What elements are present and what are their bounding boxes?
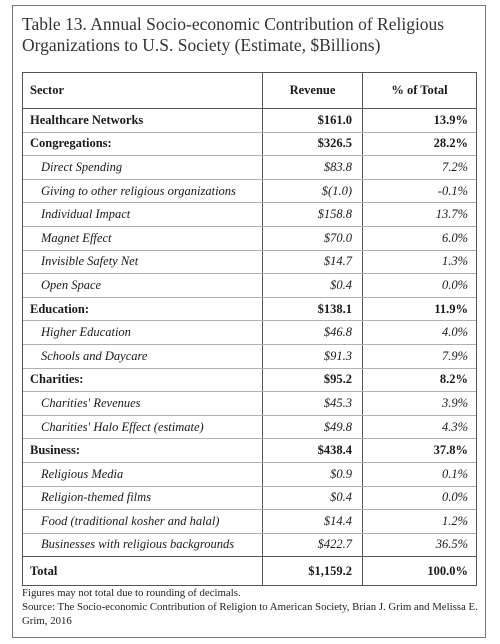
table-row <box>23 180 476 204</box>
revenue-cell: $14.4 <box>263 510 363 533</box>
sector-cell: Religion-themed films <box>23 487 263 510</box>
percent-cell: 4.0% <box>441 325 468 340</box>
table-row <box>23 133 476 157</box>
percent-cell: 0.0% <box>441 490 468 505</box>
percent-cell: 11.9% <box>434 301 468 316</box>
table-title: Table 13. Annual Socio-economic Contribution of Religious Organizations to U.S. Society (Estimate, $Billions) <box>22 14 445 55</box>
table-row <box>23 156 476 180</box>
percent-cell: 13.7% <box>435 207 468 222</box>
revenue-cell: $45.3 <box>263 392 363 415</box>
sector-cell: Education: <box>23 298 263 321</box>
percent-cell: 36.5% <box>435 537 468 552</box>
sector-cell: Business: <box>23 439 263 462</box>
percent-cell: 6.0% <box>441 230 468 245</box>
revenue-cell: $91.3 <box>263 345 363 368</box>
percent-cell: 28.2% <box>433 136 468 151</box>
sector-cell: Invisible Safety Net <box>23 251 263 274</box>
table-row <box>23 274 476 298</box>
sector-cell: Religious Media <box>23 463 263 486</box>
sector-cell: Congregations: <box>23 133 263 156</box>
revenue-cell: $326.5 <box>263 133 363 156</box>
table-figure <box>12 5 486 638</box>
percent-cell: 4.3% <box>441 419 468 434</box>
data-table <box>22 72 477 586</box>
sector-cell: Open Space <box>23 274 263 297</box>
percent-cell: 13.9% <box>433 112 468 127</box>
percent-cell: 3.9% <box>441 395 468 410</box>
table-row <box>23 463 476 487</box>
table-row <box>23 534 476 558</box>
percent-cell: -0.1% <box>437 183 468 198</box>
header-row <box>23 73 476 109</box>
revenue-cell: $83.8 <box>263 156 363 179</box>
header-revenue: Revenue <box>263 73 363 108</box>
revenue-cell: $14.7 <box>263 251 363 274</box>
revenue-cell: $438.4 <box>263 439 363 462</box>
total-percent: 100.0% <box>427 563 468 578</box>
revenue-cell: $161.0 <box>263 109 363 132</box>
revenue-cell: $95.2 <box>263 369 363 392</box>
sector-cell: Giving to other religious organizations <box>23 180 263 203</box>
rounding-note: Figures may not total due to rounding of decimals. <box>22 587 241 599</box>
sector-cell: Charities: <box>23 369 263 392</box>
percent-cell: 7.9% <box>441 348 468 363</box>
table-body <box>23 109 476 557</box>
percent-cell: 37.8% <box>433 443 468 458</box>
revenue-cell: $0.4 <box>263 487 363 510</box>
sector-cell: Individual Impact <box>23 203 263 226</box>
total-label: Total <box>23 557 263 585</box>
source-note: Source: The Socio-economic Contribution of Religion to American Society, Brian J. Grim and Melissa E. Grim, 2016 <box>22 601 478 627</box>
sector-cell: Charities' Revenues <box>23 392 263 415</box>
table-row <box>23 251 476 275</box>
header-percent: % of Total <box>391 83 448 97</box>
table-row <box>23 487 476 511</box>
sector-cell: Direct Spending <box>23 156 263 179</box>
header-sector: Sector <box>23 73 263 108</box>
table-row <box>23 439 476 463</box>
table-row <box>23 298 476 322</box>
table-row <box>23 510 476 534</box>
revenue-cell: $138.1 <box>263 298 363 321</box>
revenue-cell: $46.8 <box>263 321 363 344</box>
sector-cell: Businesses with religious backgrounds <box>23 534 263 557</box>
sector-cell: Healthcare Networks <box>23 109 263 132</box>
table-notes <box>22 586 482 628</box>
table-row <box>23 227 476 251</box>
revenue-cell: $0.9 <box>263 463 363 486</box>
percent-cell: 7.2% <box>441 159 468 174</box>
revenue-cell: $422.7 <box>263 534 363 557</box>
table-row <box>23 203 476 227</box>
table-row <box>23 109 476 133</box>
sector-cell: Magnet Effect <box>23 227 263 250</box>
percent-cell: 8.2% <box>439 372 468 387</box>
revenue-cell: $(1.0) <box>263 180 363 203</box>
table-row <box>23 392 476 416</box>
percent-cell: 1.3% <box>441 254 468 269</box>
sector-cell: Schools and Daycare <box>23 345 263 368</box>
sector-cell: Higher Education <box>23 321 263 344</box>
table-row <box>23 416 476 440</box>
percent-cell: 1.2% <box>441 513 468 528</box>
sector-cell: Food (traditional kosher and halal) <box>23 510 263 533</box>
total-row <box>23 557 476 585</box>
table-row <box>23 369 476 393</box>
percent-cell: 0.1% <box>441 466 468 481</box>
table-row <box>23 345 476 369</box>
revenue-cell: $49.8 <box>263 416 363 439</box>
total-revenue: $1,159.2 <box>263 557 363 585</box>
revenue-cell: $0.4 <box>263 274 363 297</box>
table-row <box>23 321 476 345</box>
percent-cell: 0.0% <box>441 277 468 292</box>
sector-cell: Charities' Halo Effect (estimate) <box>23 416 263 439</box>
revenue-cell: $158.8 <box>263 203 363 226</box>
revenue-cell: $70.0 <box>263 227 363 250</box>
